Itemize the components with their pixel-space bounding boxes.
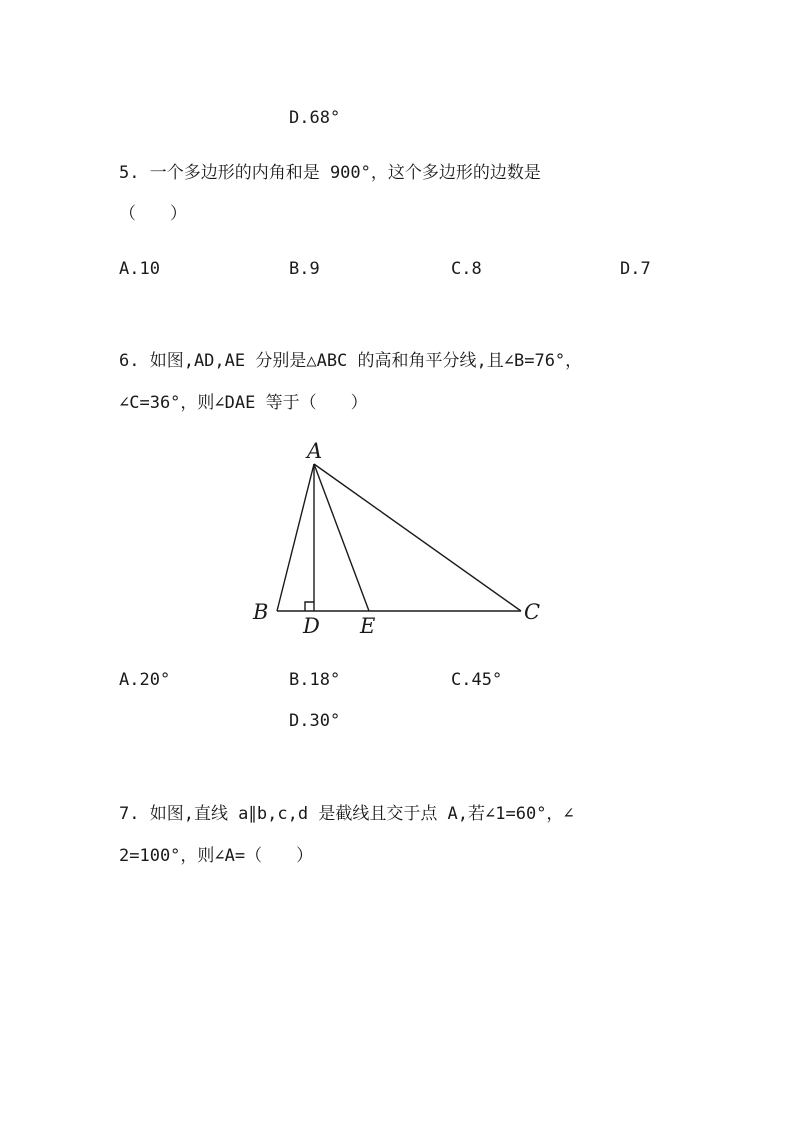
q6-option-d: D.30° — [289, 711, 341, 731]
q7-stem-line1: 7. 如图,直线 a∥b,c,d 是截线且交于点 A,若∠1=60°，∠ — [119, 804, 574, 824]
q6-stem-line2: ∠C=36°，则∠DAE 等于（ ） — [119, 393, 368, 413]
side-ab — [277, 464, 314, 611]
q6-stem-line1: 6. 如图,AD,AE 分别是△ABC 的高和角平分线,且∠B=76°， — [119, 351, 583, 371]
q6-option-c: C.45° — [451, 670, 503, 690]
right-angle-mark — [305, 602, 314, 611]
vertex-label-c: C — [524, 600, 541, 624]
vertex-label-b: B — [253, 600, 269, 624]
q5-option-b: B.9 — [289, 259, 320, 279]
point-label-d: D — [303, 614, 320, 638]
q5-option-a: A.10 — [119, 259, 160, 279]
q5-stem-line2: （ ） — [119, 204, 187, 224]
bisector-ae — [314, 464, 369, 611]
point-label-e: E — [360, 614, 376, 638]
triangle-abc-figure — [240, 430, 560, 645]
side-ac — [314, 464, 521, 611]
q5-stem-line1: 5. 一个多边形的内角和是 900°，这个多边形的边数是 — [119, 163, 541, 183]
q5-option-c: C.8 — [451, 259, 482, 279]
vertex-label-a: A — [307, 439, 323, 463]
q6-option-a: A.20° — [119, 670, 171, 690]
q7-stem-line2: 2=100°，则∠A=（ ） — [119, 846, 314, 866]
q5-option-d: D.7 — [620, 259, 651, 279]
q4-option-d: D.68° — [289, 108, 341, 128]
q6-option-b: B.18° — [289, 670, 341, 690]
